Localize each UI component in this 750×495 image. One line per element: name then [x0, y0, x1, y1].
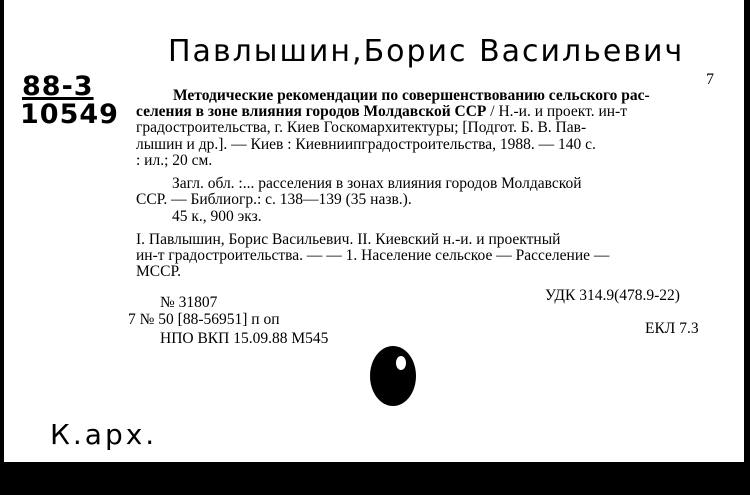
title-line-1: Методические рекомендации по совершенствованию сельского рас-: [173, 87, 650, 104]
card-left-edge: [0, 0, 4, 462]
note-line-3: 45 к., 900 экз.: [172, 208, 262, 225]
page-number: 7: [706, 71, 714, 88]
tracing-line-1: I. Павлышин, Борис Васильевич. II. Киевский н.-и. и проектный: [136, 231, 561, 248]
body-line-4: лышин и др.]. — Киев : Киевниипградостроительства, 1988. — 140 с.: [136, 136, 596, 153]
handwritten-author-heading: Павлышин,Борис Васильевич: [168, 34, 685, 69]
body-line-3: градостроительства, г. Киев Госкомархитектуры; [Подгот. Б. В. Пав-: [136, 119, 587, 136]
ekl-code: ЕКЛ 7.3: [645, 320, 699, 337]
punch-hole-highlight: [396, 356, 406, 370]
note-line-1: Загл. обл. :... расселения в зонах влияния городов Молдавской: [172, 175, 582, 192]
punch-hole: [370, 346, 416, 406]
inventory-number: № 31807: [160, 294, 218, 311]
scan-border-bottom: [0, 462, 750, 495]
udk-code: УДК 314.9(478.9-22): [545, 287, 680, 304]
npo-line: НПО ВКП 15.09.88 М545: [160, 330, 329, 347]
title-line-2-rest: / Н.-и. и проект. ин-т: [486, 103, 627, 120]
order-line: 7 № 50 [88-56951] п оп: [128, 311, 280, 328]
shelf-mark-top: 88-3: [22, 71, 94, 102]
title-line-2-bold: селения в зоне влияния городов Молдавской ССР: [136, 103, 487, 120]
body-line-5: : ил.; 20 см.: [136, 152, 213, 169]
tracing-line-3: МССР.: [136, 263, 182, 280]
tracing-line-2: ин-т градостроительства. — — 1. Население сельское — Расселение —: [136, 247, 610, 264]
archive-note: К.арх.: [50, 418, 158, 451]
note-line-2: ССР. — Библиогр.: с. 138—139 (35 назв.).: [136, 191, 412, 208]
scan-border-right: [744, 0, 750, 495]
shelf-mark-bottom: 10549: [20, 99, 119, 130]
